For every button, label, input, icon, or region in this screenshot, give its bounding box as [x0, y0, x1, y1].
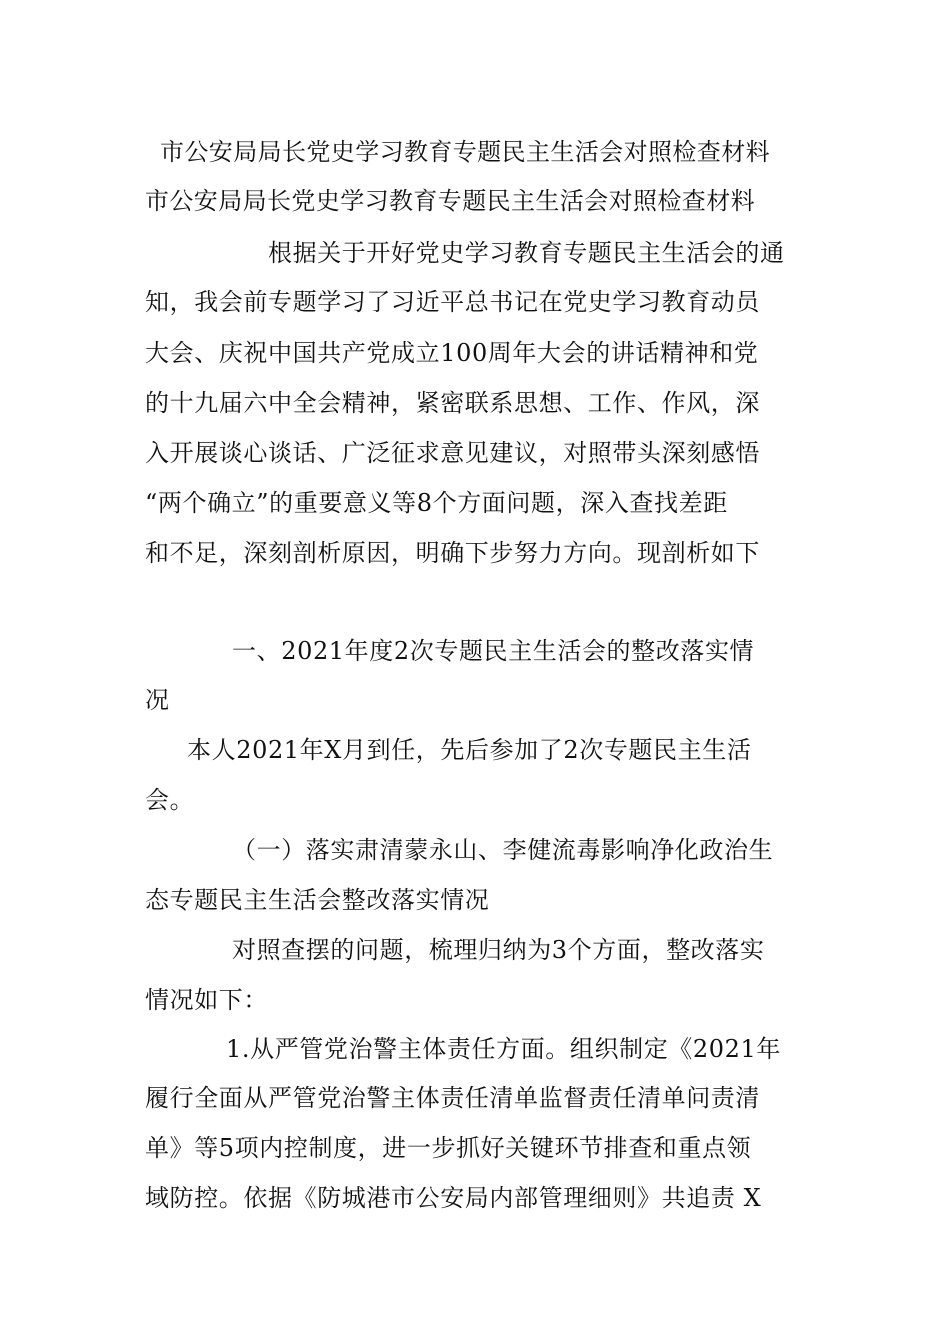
section-1-heading-line-1: 一、2021年度2次专题民主生活会的整改落实情 — [232, 637, 755, 665]
intro-line-6: “两个确立”的重要意义等8个方面问题，深入查找差距 — [145, 489, 728, 517]
intro-line-4: 的十九届六中全会精神，紧密联系思想、工作、作风，深 — [145, 389, 760, 417]
section-1-heading-line-2: 况 — [145, 686, 170, 714]
document-title-repeat: 市公安局局长党史学习教育专题民主生活会对照检查材料 — [145, 187, 755, 215]
document-title: 市公安局局长党史学习教育专题民主生活会对照检查材料 — [160, 138, 770, 166]
item-1-line-4: 域防控。依据《防城港市公安局内部管理细则》共追责 X — [145, 1184, 762, 1212]
intro-line-5: 入开展谈心谈话、广泛征求意见建议，对照带头深刻感悟 — [145, 439, 760, 467]
item-1-line-3: 单》等5项内控制度，进一步抓好关键环节排查和重点领 — [145, 1134, 752, 1162]
section-1-paragraph-line-2: 会。 — [145, 786, 195, 814]
subsection-1-heading-line-2: 态专题民主生活会整改落实情况 — [145, 886, 490, 914]
subsection-1-paragraph-line-2: 情况如下： — [145, 986, 268, 1014]
intro-line-2: 知，我会前专题学习了习近平总书记在党史学习教育动员 — [145, 288, 760, 316]
subsection-1-paragraph-line-1: 对照查摆的问题，梳理归纳为3个方面，整改落实 — [232, 936, 765, 964]
intro-line-1: 根据关于开好党史学习教育专题民主生活会的通 — [268, 239, 785, 267]
item-1-line-1: 1.从严管党治警主体责任方面。组织制定《2021年 — [226, 1035, 781, 1063]
section-1-paragraph-line-1: 本人2021年X月到任，先后参加了2次专题民主生活 — [187, 736, 752, 764]
item-1-line-2: 履行全面从严管党治警主体责任清单监督责任清单问责清 — [145, 1084, 760, 1112]
intro-line-7: 和不足，深刻剖析原因，明确下步努力方向。现剖析如下 — [145, 539, 760, 567]
subsection-1-heading-line-1: （一）落实肃清蒙永山、李健流毒影响净化政治生 — [232, 836, 774, 864]
intro-line-3: 大会、庆祝中国共产党成立100周年大会的讲话精神和党 — [145, 339, 759, 367]
